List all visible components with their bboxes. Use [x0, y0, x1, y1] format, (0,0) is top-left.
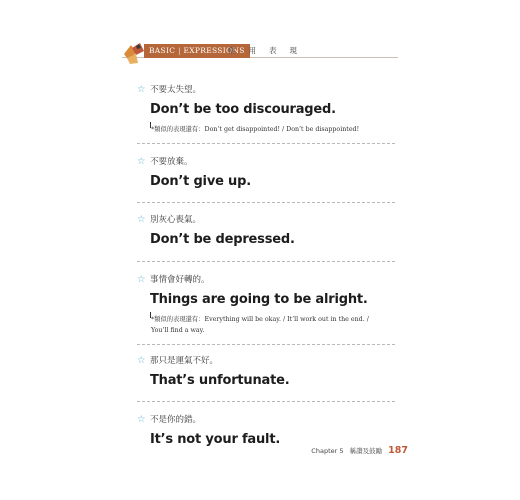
star-icon: ☆: [137, 274, 146, 285]
phrase-chinese: 不要太失望。: [150, 85, 202, 95]
star-icon: ☆: [137, 156, 146, 167]
phrase-english: Don’t give up.: [150, 174, 251, 189]
star-icon: ☆: [137, 84, 146, 95]
phrase-chinese: 別灰心喪氣。: [150, 215, 202, 225]
phrase-block: [137, 274, 395, 334]
divider: [137, 143, 395, 144]
phrase-chinese: 不是你的錯。: [150, 415, 202, 425]
phrase-english: Don’t be depressed.: [150, 232, 295, 247]
phrase-note: *類似的表現還有：Don’t get disappointed! / Don’t be disappointed!: [151, 126, 360, 133]
footer-section: 稱讚及鼓勵: [349, 447, 383, 455]
header-tag: BASIC | EXPRESSIONS: [144, 44, 250, 58]
phrase-block: [137, 156, 395, 189]
footer-chapter: Chapter 5: [311, 447, 344, 455]
chapter-header: [122, 40, 398, 64]
phrase-english: Things are going to be alright.: [150, 292, 368, 307]
divider: [137, 261, 395, 262]
page-footer: [311, 445, 408, 456]
star-icon: ☆: [137, 355, 146, 366]
phrase-block: [137, 414, 395, 447]
phrase-block: [137, 355, 395, 388]
phrase-chinese: 那只是運氣不好。: [150, 356, 219, 366]
phrase-english: It’s not your fault.: [150, 432, 281, 447]
phrase-note: *類似的表現還有：Everything will be okay. / It’ll work out in the end. / You’ll find a way.: [151, 316, 369, 334]
phrase-block: [137, 84, 395, 133]
divider: [137, 344, 395, 345]
star-icon: ☆: [137, 214, 146, 225]
phrase-chinese: 事情會好轉的。: [150, 275, 210, 285]
phrase-chinese: 不要放棄。: [150, 157, 193, 167]
phrase-english: Don’t be too discouraged.: [150, 102, 336, 117]
divider: [137, 401, 395, 402]
phrase-block: [137, 214, 395, 247]
phrase-english: That’s unfortunate.: [150, 373, 290, 388]
star-icon: ☆: [137, 414, 146, 425]
page-number: 187: [388, 445, 408, 456]
divider: [137, 202, 395, 203]
header-title: 常用表現: [228, 46, 310, 55]
